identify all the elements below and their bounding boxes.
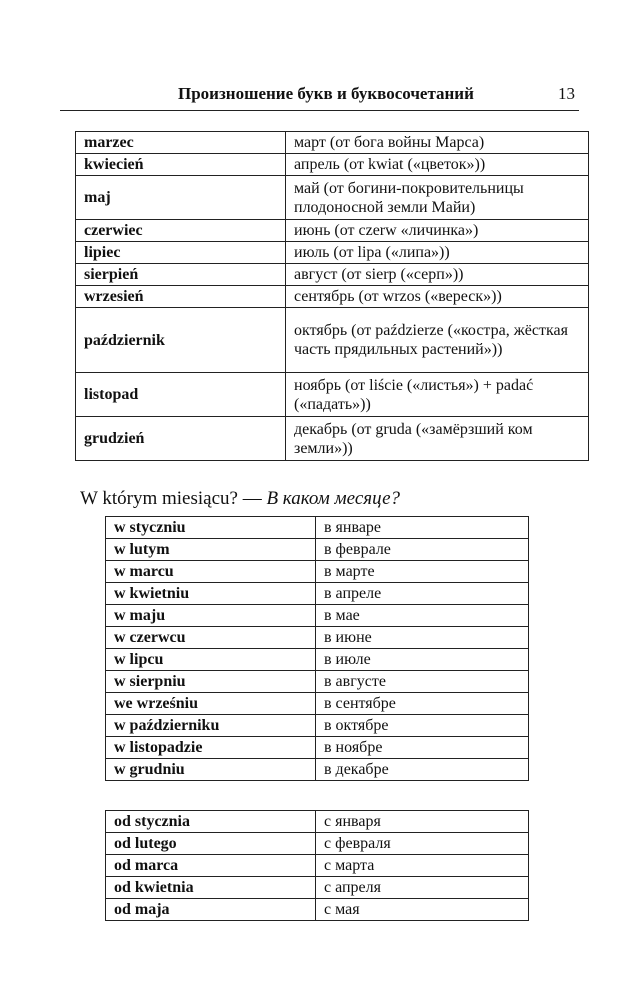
table-row — [106, 833, 529, 855]
polish-phrase: od stycznia — [106, 811, 316, 833]
russian-month: март (от бога войны Марса) — [286, 132, 589, 154]
table-row — [106, 561, 529, 583]
polish-phrase: od maja — [106, 899, 316, 921]
table-row — [106, 539, 529, 561]
polish-phrase: od lutego — [106, 833, 316, 855]
table-row — [106, 715, 529, 737]
polish-phrase: w październiku — [106, 715, 316, 737]
table-row — [76, 264, 589, 286]
russian-phrase: с мая — [316, 899, 529, 921]
polish-month: lipiec — [76, 242, 286, 264]
polish-month: październik — [76, 308, 286, 373]
russian-phrase: в январе — [316, 517, 529, 539]
polish-month: maj — [76, 176, 286, 220]
header-divider — [60, 110, 579, 111]
polish-phrase: w marcu — [106, 561, 316, 583]
page-header-title: Произношение букв и буквосочетаний — [178, 84, 474, 103]
russian-phrase: в феврале — [316, 539, 529, 561]
polish-phrase: w czerwcu — [106, 627, 316, 649]
polish-month: grudzień — [76, 417, 286, 461]
table-row — [76, 176, 589, 220]
russian-phrase: в июне — [316, 627, 529, 649]
table-row — [76, 154, 589, 176]
month-names-rows — [76, 132, 589, 461]
table-row — [76, 308, 589, 373]
russian-month: июнь (от czerw «личинка») — [286, 220, 589, 242]
table-row — [106, 649, 529, 671]
polish-phrase: w maju — [106, 605, 316, 627]
from-month-table — [105, 810, 529, 921]
table-row — [106, 759, 529, 781]
russian-phrase: с января — [316, 811, 529, 833]
polish-month: sierpień — [76, 264, 286, 286]
russian-phrase: в марте — [316, 561, 529, 583]
russian-phrase: в июле — [316, 649, 529, 671]
russian-month: октябрь (от paździerze («костра, жёсткая часть прядильных растений»)) — [286, 308, 589, 373]
table-row — [76, 242, 589, 264]
polish-phrase: od kwietnia — [106, 877, 316, 899]
russian-phrase: в августе — [316, 671, 529, 693]
russian-month: декабрь (от gruda («замёрзший ком земли»)) — [286, 417, 589, 461]
polish-month: czerwiec — [76, 220, 286, 242]
table-row — [106, 605, 529, 627]
table-row — [106, 517, 529, 539]
russian-phrase: в ноябре — [316, 737, 529, 759]
table-row — [76, 220, 589, 242]
russian-month: август (от sierp («серп»)) — [286, 264, 589, 286]
russian-phrase: в октябре — [316, 715, 529, 737]
table-row — [76, 286, 589, 308]
month-names-table — [75, 131, 589, 461]
table-row — [106, 693, 529, 715]
table-row — [106, 855, 529, 877]
table-row — [106, 627, 529, 649]
russian-month: май (от богини-покровительницы плодоносной земли Майи) — [286, 176, 589, 220]
section-heading-polish: W którym miesiącu? — — [80, 488, 262, 509]
russian-phrase: в апреле — [316, 583, 529, 605]
polish-phrase: w lipcu — [106, 649, 316, 671]
table-row — [106, 583, 529, 605]
polish-phrase: w styczniu — [106, 517, 316, 539]
table-row — [106, 671, 529, 693]
polish-phrase: od marca — [106, 855, 316, 877]
in-month-rows — [106, 517, 529, 781]
section-heading — [80, 488, 400, 510]
polish-phrase: w sierpniu — [106, 671, 316, 693]
polish-month: listopad — [76, 373, 286, 417]
russian-phrase: в сентябре — [316, 693, 529, 715]
russian-month: апрель (от kwiat («цветок»)) — [286, 154, 589, 176]
polish-month: marzec — [76, 132, 286, 154]
polish-phrase: w grudniu — [106, 759, 316, 781]
polish-month: wrzesień — [76, 286, 286, 308]
section-heading-russian: В каком месяце? — [266, 488, 401, 509]
russian-phrase: с февраля — [316, 833, 529, 855]
in-month-table — [105, 516, 529, 781]
russian-phrase: с апреля — [316, 877, 529, 899]
polish-month: kwiecień — [76, 154, 286, 176]
polish-phrase: w listopadzie — [106, 737, 316, 759]
russian-month: июль (от lipa («липа»)) — [286, 242, 589, 264]
table-row — [76, 132, 589, 154]
russian-phrase: с марта — [316, 855, 529, 877]
russian-phrase: в мае — [316, 605, 529, 627]
from-month-rows — [106, 811, 529, 921]
polish-phrase: we wrześniu — [106, 693, 316, 715]
russian-month: сентябрь (от wrzos («вереск»)) — [286, 286, 589, 308]
table-row — [76, 373, 589, 417]
page-number: 13 — [558, 84, 575, 103]
polish-phrase: w lutym — [106, 539, 316, 561]
table-row — [106, 877, 529, 899]
russian-phrase: в декабре — [316, 759, 529, 781]
table-row — [76, 417, 589, 461]
table-row — [106, 737, 529, 759]
russian-month: ноябрь (от liście («листья») + padać («падать»)) — [286, 373, 589, 417]
polish-phrase: w kwietniu — [106, 583, 316, 605]
table-row — [106, 899, 529, 921]
table-row — [106, 811, 529, 833]
